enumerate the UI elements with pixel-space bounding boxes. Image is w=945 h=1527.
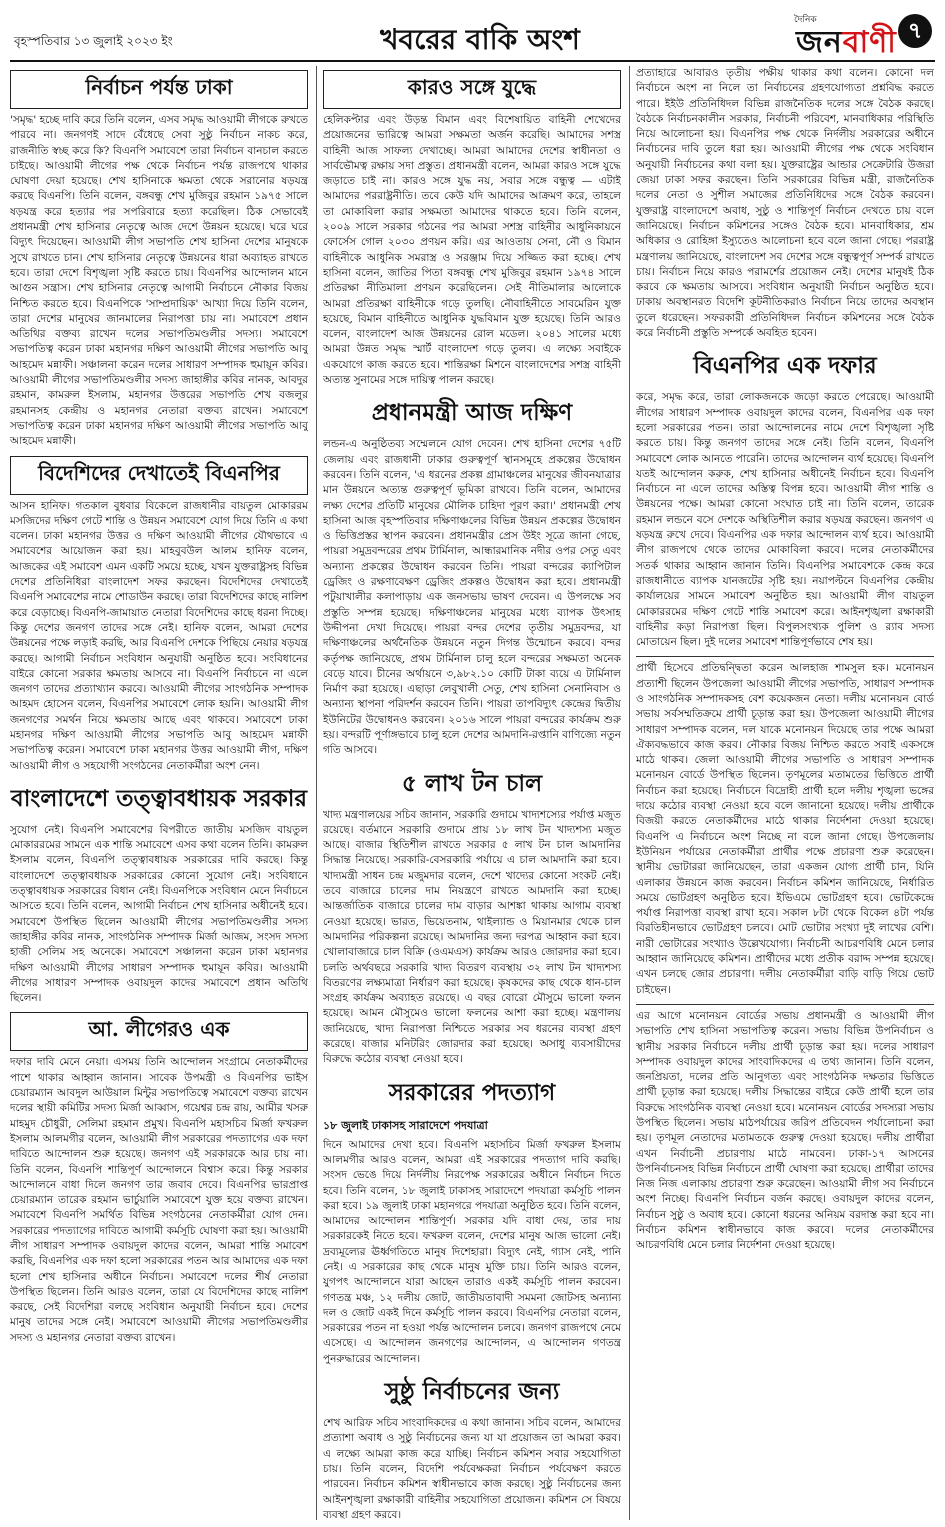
newspaper-logo [790,12,938,60]
article-al-one-point [10,1012,308,1346]
article-foreigners-bnp [10,456,308,774]
article-caretaker-govt [10,780,308,1007]
article-headline: কারও সঙ্গে যুদ্ধে [323,70,621,109]
divider [636,656,934,657]
article-pm-south [323,394,621,758]
article-body: দফার দাবি মেনে নেয়া। এসময় তিনি আন্দোলন সংগ্রামে নেতাকর্মীদের পাশে থাকার আহ্বান জানান। সাবেক উপমন্ত্রী ও বিএনপির ভাইস চেয়ারম্যান আবদুল আউয়াল মিন্টুর সভাপতিত্বে সমাবেশে বক্তব্য রাখেন দলের স্থায়ী কমিটির সদস্য মির্জা আব্বাস, গয়েশ্বর চন্দ্র রায়, আমীর খসরু মাহমুদ চৌধুরী, সেলিমা রহমান প্রমুখ। বিএনপি মহাসচিব মির্জা ফখরুল ইসলাম আলমগীর বলেন, আওয়ামী লীগ সরকারের পদত্যাগের এক দফা দাবিতে আন্দোলন শুরু হয়েছে। জনগণ এই সরকারকে আর চায় না। তিনি বলেন, বিএনপি শান্তিপূর্ণ আন্দোলনে বিশ্বাস করে। কিন্তু সরকার আন্দোলনে বাধা দিলে জনগণ তার জবাব দেবে। বিএনপির ভারপ্রাপ্ত চেয়ারম্যান তারেক রহমান ভার্চুয়ালি সমাবেশে যুক্ত হয়ে বক্তব্য রাখেন। সমাবেশে বিএনপি সমর্থিত বিভিন্ন সংগঠনের নেতাকর্মীরা যোগ দেন। সরকারের পদত্যাগের দাবিতে আগামী কর্মসূচি ঘোষণা করা হয়। আওয়ামী লীগ সাধারণ সম্পাদক ওবায়দুল কাদের বলেন, আমরা শান্তি সমাবেশ করছি, বিএনপির এক দফা হলো সরকারের পতন আর আমাদের এক দফা হলো শেখ হাসিনার অধীনে নির্বাচন। সমাবেশে দলের শীর্ষ নেতারা উপস্থিত ছিলেন। তিনি আরও বলেন, তারা যে বিদেশিদের কাছে নালিশ করছে, সেই বিদেশিরা বলছে সংবিধান অনুযায়ী নির্বাচন হবে। দেশের মানুষ তাদের সঙ্গে নেই। সমাবেশে আওয়ামী লীগের সভাপতিমণ্ডলীর সদস্য ও মহানগর নেতারা বক্তব্য রাখেন। [10,1056,308,1344]
brand-name-part2: বাণী [842,25,897,60]
article-body: হেলিকপ্টার এবং উড়ন্ত বিমান এবং বিশেষায়িত বাহিনী শেখেদের প্রয়োজনের ভারিত্বে আমরা সক্ষমতা অর্জন করেছি। আমাদের সশস্ত্র বাহিনী আজ সাফল্য দেখাচ্ছে। আমরা আমাদের দেশের স্বাধীনতা ও সার্বভৌমত্ব রক্ষায় সদা প্রস্তুত। প্রধানমন্ত্রী বলেন, আমরা কারও সঙ্গে যুদ্ধে জড়াতে চাই না। কারও সঙ্গে যুদ্ধ নয়, সবার সঙ্গে বন্ধুত্ব — এটাই আমাদের পররাষ্ট্রনীতি। তবে কেউ যদি আমাদের আক্রমণ করে, তাহলে তা মোকাবিলা করার সক্ষমতা আমাদের থাকতে হবে। তিনি বলেন, ২০০৯ সালে সরকার গঠনের পর আমরা সশস্ত্র বাহিনীর আধুনিকায়নে ফোর্সেস গোল ২০৩০ প্রণয়ন করি। এর আওতায় সেনা, নৌ ও বিমান বাহিনীকে আধুনিক সমরাস্ত্র ও সরঞ্জাম দিয়ে সজ্জিত করা হচ্ছে। শেখ হাসিনা বলেন, জাতির পিতা বঙ্গবন্ধু শেখ মুজিবুর রহমান ১৯৭৪ সালে প্রতিরক্ষা নীতিমালা প্রণয়ন করেছিলেন। সেই নীতিমালার আলোকে আমরা প্রতিরক্ষা বাহিনীকে গড়ে তুলছি। নৌবাহিনীতে সাবমেরিন যুক্ত হয়েছে, বিমান বাহিনীতে আধুনিক যুদ্ধবিমান যুক্ত হয়েছে। তিনি আরও বলেন, বাংলাদেশ আজ উন্নয়নের রোল মডেল। ২০৪১ সালের মধ্যে আমরা উন্নত সমৃদ্ধ স্মার্ট বাংলাদেশ গড়ে তুলব। এ লক্ষ্যে সবাইকে একযোগে কাজ করতে হবে। শান্তিরক্ষা মিশনে বাংলাদেশের সশস্ত্র বাহিনী অত্যন্ত সুনামের সঙ্গে দায়িত্ব পালন করছে। [323,114,621,387]
column-divider [629,66,630,1520]
article-headline: নির্বাচন পর্যন্ত ঢাকা [10,70,308,109]
article-headline: বিএনপির এক দফার [693,352,877,380]
column-3 [636,66,934,1520]
article-no-war [323,70,621,388]
column-1 [10,66,308,1520]
article-headline: সুষ্ঠু নির্বাচনের জন্য [384,1378,560,1406]
page-number-badge: ৭ [898,14,932,48]
article-body: শেখ আরিফ সচিব সাংবাদিকদের এ কথা জানান। সচিব বলেন, আমাদের প্রত্যাশা অবাধ ও সুষ্ঠু নির্বাচনের জন্য যা যা প্রয়োজন তা আমরা করব। এ লক্ষ্যে আমরা কাজ করে যাচ্ছি। নির্বাচন কমিশন সবার সহযোগিতা চায়। তিনি বলেন, বিদেশি পর্যবেক্ষকরা নির্বাচন পর্যবেক্ষণ করতে পারবেন। নির্বাচন কমিশন স্বাধীনভাবে কাজ করছে। সুষ্ঠু নির্বাচনের জন্য আইনশৃঙ্খলা রক্ষাকারী বাহিনীর সহযোগিতা প্রয়োজন। কমিশন সে বিষয়ে ব্যবস্থা গ্রহণ করবে। [323,1417,621,1520]
article-headline: বাংলাদেশে তত্ত্বাবধায়ক সরকার [10,784,308,812]
issue-date: বৃহস্পতিবার ১৩ জুলাই ২০২৩ ইং [14,34,173,48]
article-body: এর আগে মনোনয়ন বোর্ডের সভায় প্রধানমন্ত্রী ও আওয়ামী লীগ সভাপতি শেখ হাসিনা সভাপতিত্ব করেন। সভায় বিভিন্ন উপনির্বাচন ও স্থানীয় সরকার নির্বাচনে দলীয় প্রার্থী চূড়ান্ত করা হয়। দলের সাধারণ সম্পাদক ওবায়দুল কাদের সাংবাদিকদের এ তথ্য জানান। তিনি বলেন, জনপ্রিয়তা, দলের প্রতি আনুগত্য এবং সাংগঠনিক দক্ষতার ভিত্তিতে প্রার্থী চূড়ান্ত করা হয়েছে। দলীয় সিদ্ধান্তের বাইরে কেউ প্রার্থী হলে তার বিরুদ্ধে সাংগঠনিক ব্যবস্থা নেওয়া হবে। মনোনয়ন বোর্ডের সদস্যরা সভায় উপস্থিত ছিলেন। সভায় মাঠপর্যায়ের জরিপ প্রতিবেদন পর্যালোচনা করা হয়। তৃণমূল নেতাদের মতামতকে গুরুত্ব দেওয়া হয়েছে। দলীয় প্রার্থীরা এখন নির্বাচনী প্রচারণায় মাঠে নামবেন। ঢাকা-১৭ আসনের উপনির্বাচনসহ বিভিন্ন নির্বাচনে প্রার্থী ঘোষণা করা হয়েছে। প্রার্থীরা তাদের নিজ নিজ এলাকায় প্রচারণা শুরু করেছেন। আওয়ামী লীগ সব নির্বাচনে অংশ নিচ্ছে। বিএনপি নির্বাচন বর্জন করছে। ওবায়দুল কাদের বলেন, নির্বাচন সুষ্ঠু ও অবাধ হবে। কোনো ধরনের অনিয়ম বরদাস্ত করা হবে না। নির্বাচন কমিশন স্বাধীনভাবে কাজ করবে। দলের নেতাকর্মীদের আচরণবিধি মেনে চলার নির্দেশনা দেওয়া হয়েছে। [636,1009,934,1252]
article-bnp-one-point [636,347,934,650]
article-body: সুযোগ নেই। বিএনপি সমাবেশের বিপরীতে জাতীয় মসজিদ বায়তুল মোকাররমের সামনে এক শান্তি সমাবেশে এসব কথা বলেন তিনি। কামরুল ইসলাম বলেন, বিএনপি তত্ত্বাবধায়ক সরকারের দাবি করছে। কিন্তু বাংলাদেশে তত্ত্বাবধায়ক সরকারের কোনো সুযোগ নেই। সংবিধানে তত্ত্বাবধায়ক সরকারের বিধান নেই। বিএনপিকে সংবিধান মেনে নির্বাচনে আসতে হবে। তিনি বলেন, আগামী নির্বাচন শেখ হাসিনার অধীনেই হবে। সমাবেশে উপস্থিত ছিলেন আওয়ামী লীগের সভাপতিমণ্ডলীর সদস্য জাহাঙ্গীর কবির নানক, সাংগঠনিক সম্পাদক মির্জা আজম, সংসদ সদস্য হাজী সেলিম সহ অনেকে। সমাবেশে সঞ্চালনা করেন ঢাকা মহানগর দক্ষিণ আওয়ামী লীগের সাধারণ সম্পাদক হুমায়ূন কবির। আওয়ামী লীগের সাধারণ সম্পাদক ওবায়দুল কাদের সমাবেশে প্রধান অতিথি ছিলেন। [10,823,308,1005]
article-headline: আ. লীগেরও এক [10,1012,308,1051]
article-headline: ৫ লাখ টন চাল [401,769,543,797]
column-2 [323,66,621,1520]
article-fair-election [323,1373,621,1520]
article-body: করে, সমৃদ্ধ করে, তারা লোকজনকে জড়ো করতে পেরেছে। আওয়ামী লীগের সাধারণ সম্পাদক ওবায়দুল কাদের বলেন, বিএনপির এক দফা হলো সরকারের পতন। তারা আন্দোলনের নামে দেশে বিশৃঙ্খলা সৃষ্টি করতে চায়। কিন্তু জনগণ তাদের সঙ্গে নেই। তিনি বলেন, বিএনপি সমাবেশে লোক আনতে পারেনি। তাদের আন্দোলন ব্যর্থ হয়েছে। বিএনপি যতই আন্দোলন করুক, শেখ হাসিনার অধীনেই নির্বাচন হবে। বিএনপি নির্বাচনে না এলে তাদের অস্তিত্ব বিপন্ন হবে। আওয়ামী লীগ শান্তি ও উন্নয়নের পক্ষে। আমরা কোনো সংঘাত চাই না। তিনি বলেন, তারেক রহমান লন্ডনে বসে দেশকে অস্থিতিশীল করার ষড়যন্ত্র করছেন। জনগণ এ ষড়যন্ত্র রুখে দেবে। বিএনপির এক দফার আন্দোলন ব্যর্থ হবে। আওয়ামী লীগ রাজপথে থেকে তাদের মোকাবিলা করবে। দলের নেতাকর্মীদের সতর্ক থাকার আহ্বান জানান তিনি। বিএনপির সমাবেশকে কেন্দ্র করে রাজধানীতে ব্যাপক যানজটের সৃষ্টি হয়। নয়াপল্টনে বিএনপির কেন্দ্রীয় কার্যালয়ের সামনে সমাবেশ অনুষ্ঠিত হয়। আওয়ামী লীগ বায়তুল মোকাররমের দক্ষিণ গেটে শান্তি সমাবেশ করে। আইনশৃঙ্খলা রক্ষাকারী বাহিনীর কড়া নিরাপত্তা ছিল। বিপুলসংখ্যক পুলিশ ও র‌্যাব সদস্য মোতায়েন ছিল। দুই দলের সমাবেশ শান্তিপূর্ণভাবে শেষ হয়। [636,391,934,649]
section-title: খবরের বাকি অংশ [380,23,580,56]
article-rice-import [323,765,621,1068]
article-headline: বিদেশিদের দেখাতেই বিএনপির [10,456,308,495]
brand-prefix: দৈনিক [794,15,817,25]
article-headline: প্রধানমন্ত্রী আজ দক্ষিণ [371,399,573,427]
article-body: লন্ডন-এ অনুষ্ঠিতব্য সম্মেলনে যোগ দেবেন। শেখ হাসিনা দেশের ৭৫টি জেলায় এবং রাজধানী ঢাকার গুরুত্বপূর্ণ স্থানসমূহে প্রকল্পের উদ্বোধন করবেন। তিনি বলেন, 'এ ধরনের প্রকল্প গ্রামাঞ্চলের মানুষের জীবনযাত্রার মান উন্নয়নে অত্যন্ত গুরুত্বপূর্ণ ভূমিকা রাখবে। তিনি বলেন, আমাদের লক্ষ্য দেশের প্রতিটি মানুষের মৌলিক চাহিদা পূরণ করা।' প্রধানমন্ত্রী শেখ হাসিনা আজ বৃহস্পতিবার দক্ষিণাঞ্চলের বিভিন্ন উন্নয়ন প্রকল্পের উদ্বোধন ও ভিত্তিপ্রস্তর স্থাপন করবেন। প্রধানমন্ত্রীর প্রেস উইং সূত্রে জানা গেছে, পায়রা সমুদ্রবন্দরের প্রথম টার্মিনাল, আন্ধারমানিক নদীর ওপর সেতু এবং অন্যান্য প্রকল্পের উদ্বোধন করবেন তিনি। পায়রা বন্দরের ক্যাপিটাল ড্রেজিং ও রক্ষণাবেক্ষণ ড্রেজিং প্রকল্পও উদ্বোধন করা হবে। প্রধানমন্ত্রী পটুয়াখালীর কলাপাড়ায় এক জনসভায় ভাষণ দেবেন। এ উপলক্ষে সব প্রস্তুতি সম্পন্ন হয়েছে। দক্ষিণাঞ্চলের মানুষের মধ্যে ব্যাপক উৎসাহ উদ্দীপনা দেখা দিয়েছে। পায়রা বন্দর দেশের তৃতীয় সমুদ্রবন্দর, যা দক্ষিণাঞ্চলের অর্থনৈতিক উন্নয়নে নতুন দিগন্ত উন্মোচন করবে। বন্দর কর্তৃপক্ষ জানিয়েছে, প্রথম টার্মিনাল চালু হলে বন্দরের সক্ষমতা অনেক বেড়ে যাবে। চীনের অর্থায়নে ৩,৯৮২.১০ কোটি টাকা ব্যয়ে এ টার্মিনাল নির্মাণ করা হয়েছে। এছাড়া লেবুখালী সেতু, শেখ হাসিনা সেনানিবাস ও অন্যান্য স্থাপনা পরিদর্শন করবেন তিনি। পায়রা তাপবিদ্যুৎ কেন্দ্রের দ্বিতীয় ইউনিটের উদ্বোধনও করবেন। ২০১৬ সালে পায়রা বন্দরের কার্যক্রম শুরু হয়। বন্দরটি পূর্ণাঙ্গভাবে চালু হলে দেশের আমদানি-রপ্তানি বাণিজ্যে নতুন গতি আসবে। [323,438,621,757]
masthead-rule [10,60,935,62]
article-continued-middle [636,661,934,998]
article-continued-bottom [636,1009,934,1254]
article-headline: সরকারের পদত্যাগ [388,1078,556,1106]
article-body: প্রত্যাহারে আবারও তৃতীয় পক্ষীয় থাকার কথা বলেন। কোনো দল নির্বাচনে অংশ না নিলে তা নির্বাচনের গ্রহণযোগ্যতা প্রশ্নবিদ্ধ করতে পারে। ইইউ প্রতিনিধিদল বিভিন্ন রাজনৈতিক দলের সঙ্গে বৈঠক করছে। বৈঠকে নির্বাচনকালীন সরকার, নির্বাচনী পরিবেশ, মানবাধিকার পরিস্থিতি নিয়ে আলোচনা হয়। বিএনপির পক্ষ থেকে নির্দলীয় সরকারের অধীনে নির্বাচনের দাবি তুলে ধরা হয়। আওয়ামী লীগের পক্ষ থেকে সংবিধান অনুযায়ী নির্বাচনের কথা বলা হয়। যুক্তরাষ্ট্রের আন্ডার সেক্রেটারি উজরা জেয়া ঢাকা সফর করছেন। তিনি সরকারের বিভিন্ন মন্ত্রী, রাজনৈতিক দলের নেতা ও সুশীল সমাজের প্রতিনিধিদের সঙ্গে বৈঠক করবেন। যুক্তরাষ্ট্র বাংলাদেশে অবাধ, সুষ্ঠু ও শান্তিপূর্ণ নির্বাচন দেখতে চায় বলে জানিয়েছে। নির্বাচন কমিশনের সঙ্গেও বৈঠক হবে। মানবাধিকার, শ্রম অধিকার ও রোহিঙ্গা ইস্যুতেও আলোচনা হবে বলে জানা গেছে। পররাষ্ট্র মন্ত্রণালয় জানিয়েছে, বাংলাদেশ সব দেশের সঙ্গে বন্ধুত্বপূর্ণ সম্পর্ক রাখতে চায়। নির্বাচন নিয়ে কারও পরামর্শের প্রয়োজন নেই। দেশের মানুষই ঠিক করবে কে ক্ষমতায় আসবে। সংবিধান অনুযায়ী নির্বাচন অনুষ্ঠিত হবে। ঢাকায় অবস্থানরত বিদেশি কূটনীতিকরাও নির্বাচন নিয়ে তাদের অবস্থান তুলে ধরেছেন। সফরকারী প্রতিনিধিদল নির্বাচন কমিশনের সঙ্গে বৈঠক করে নির্বাচনী প্রস্তুতি সম্পর্কে অবহিত হবেন। [636,67,934,340]
article-body: খাদ্য মন্ত্রণালয়ের সচিব জানান, সরকারি গুদামে খাদ্যশস্যের পর্যাপ্ত মজুত রয়েছে। বর্তমানে সরকারি গুদামে প্রায় ১৮ লাখ টন খাদ্যশস্য মজুত আছে। বাজার স্থিতিশীল রাখতে সরকার ৫ লাখ টন চাল আমদানির সিদ্ধান্ত নিয়েছে। সরকারি-বেসরকারি পর্যায়ে এ চাল আমদানি করা হবে। খাদ্যমন্ত্রী সাধন চন্দ্র মজুমদার বলেন, দেশে খাদ্যের কোনো সংকট নেই। তবে বাজারে চালের দাম নিয়ন্ত্রণে রাখতে আমদানি করা হচ্ছে। আন্তর্জাতিক বাজারে চালের দাম বাড়ার আশঙ্কা থাকায় আগাম ব্যবস্থা নেওয়া হয়েছে। ভারত, ভিয়েতনাম, থাইল্যান্ড ও মিয়ানমার থেকে চাল আমদানির পরিকল্পনা রয়েছে। আমদানির জন্য দরপত্র আহ্বান করা হবে। খোলাবাজারে চাল বিক্রি (ওএমএস) কার্যক্রম আরও জোরদার করা হবে। চলতি অর্থবছরে সরকারি খাদ্য বিতরণ ব্যবস্থায় ৩২ লাখ টন খাদ্যশস্য বিতরণের লক্ষ্যমাত্রা নির্ধারণ করা হয়েছে। কৃষকদের কাছ থেকে ধান-চাল সংগ্রহ কার্যক্রম অব্যাহত রয়েছে। এ বছর বোরো মৌসুমে ভালো ফলন হয়েছে। আমন মৌসুমেও ভালো ফলনের আশা করা হচ্ছে। মন্ত্রণালয় জানিয়েছে, খাদ্য নিরাপত্তা নিশ্চিতে সরকার সব ধরনের ব্যবস্থা গ্রহণ করেছে। বাজার মনিটরিং জোরদার করা হয়েছে। অসাধু ব্যবসায়ীদের বিরুদ্ধে কঠোর ব্যবস্থা নেওয়া হবে। [323,808,621,1066]
article-body: দিনে আমাদের দেখা হবে। বিএনপি মহাসচিব মির্জা ফখরুল ইসলাম আলমগীর আরও বলেন, আমরা এই সরকারের পদত্যাগ দাবি করছি। সংসদ ভেঙে দিয়ে নির্দলীয় নিরপেক্ষ সরকারের অধীনে নির্বাচন দিতে হবে। তিনি বলেন, ১৮ জুলাই ঢাকাসহ সারাদেশে পদযাত্রা কর্মসূচি পালন করা হবে। ১৯ জুলাই ঢাকা মহানগরে পদযাত্রা অনুষ্ঠিত হবে। তিনি বলেন, আমাদের আন্দোলন শান্তিপূর্ণ। সরকার যদি বাধা দেয়, তার দায় সরকারকেই নিতে হবে। ফখরুল বলেন, দেশের মানুষ আজ ভালো নেই। দ্রব্যমূল্যের ঊর্ধ্বগতিতে মানুষ দিশেহারা। বিদ্যুৎ নেই, গ্যাস নেই, পানি নেই। এ সরকারের কাছ থেকে মানুষ মুক্তি চায়। তিনি আরও বলেন, যুগপৎ আন্দোলনে যারা আছেন তারাও একই কর্মসূচি পালন করবেন। গণতন্ত্র মঞ্চ, ১২ দলীয় জোট, জাতীয়তাবাদী সমমনা জোটসহ অন্যান্য দল ও জোট একই দিনে কর্মসূচি পালন করবে। বিএনপির নেতারা বলেন, সরকারের পতন না হওয়া পর্যন্ত আন্দোলন চলবে। জনগণ রাজপথে নেমে এসেছে। এ আন্দোলন জনগণের আন্দোলন, এ আন্দোলন গণতন্ত্র পুনরুদ্ধারের আন্দোলন। [323,1138,621,1365]
article-body: প্রার্থী হিসেবে প্রতিদ্বন্দ্বিতা করেন আলহাজ শামসুল হক। মনোনয়ন প্রত্যাশী ছিলেন উপজেলা আওয়ামী লীগের সভাপতি, সাধারণ সম্পাদক ও সাংগঠনিক সম্পাদকসহ বেশ কয়েকজন নেতা। দলীয় মনোনয়ন বোর্ড সভায় সর্বসম্মতিক্রমে প্রার্থী চূড়ান্ত করা হয়। উপজেলা আওয়ামী লীগের সাধারণ সম্পাদক বলেন, দল যাকে মনোনয়ন দিয়েছে তার পক্ষে আমরা ঐক্যবদ্ধভাবে কাজ করব। নৌকার বিজয় নিশ্চিত করতে সবাই একসঙ্গে মাঠে থাকব। জেলা আওয়ামী লীগের সভাপতি ও সাধারণ সম্পাদক মনোনয়ন বোর্ডে উপস্থিত ছিলেন। তৃণমূলের মতামতের ভিত্তিতে প্রার্থী নির্বাচন করা হয়েছে। নির্বাচনে বিদ্রোহী প্রার্থী হলে দলীয় শৃঙ্খলা ভঙ্গের দায়ে কঠোর ব্যবস্থা নেওয়া হবে বলে জানানো হয়েছে। দলীয় প্রার্থীকে বিজয়ী করতে নেতাকর্মীদের মাঠে থাকার নির্দেশনা দেওয়া হয়েছে। বিএনপি এ নির্বাচনে অংশ নিচ্ছে না বলে জানা গেছে। উপজেলায় ইউনিয়ন পর্যায়ের নেতাকর্মীরা প্রার্থীর পক্ষে প্রচারণা শুরু করেছেন। স্থানীয় ভোটাররা জানিয়েছেন, তারা একজন যোগ্য প্রার্থী চান, যিনি এলাকার উন্নয়নে কাজ করবেন। নির্বাচন কমিশন জানিয়েছে, নির্ধারিত সময়ে ভোটগ্রহণ অনুষ্ঠিত হবে। ইভিএমে ভোটগ্রহণ হবে। ভোটকেন্দ্রে পর্যাপ্ত নিরাপত্তা ব্যবস্থা রাখা হবে। সকাল ৮টা থেকে বিকেল ৪টা পর্যন্ত বিরতিহীনভাবে ভোটগ্রহণ চলবে। মোট ভোটার সংখ্যা দুই লাখের বেশি। নারী ভোটারের সংখ্যাও উল্লেখযোগ্য। নির্বাচনী আচরণবিধি মেনে চলার আহ্বান জানিয়েছে কমিশন। প্রার্থীদের মধ্যে প্রতীক বরাদ্দ সম্পন্ন হয়েছে। এখন চলছে জোর প্রচারণা। দলীয় নেতাকর্মীরা বাড়ি বাড়ি গিয়ে ভোট চাইছেন। [636,662,934,996]
masthead [0,0,945,60]
brand-name-part1: জন [796,25,843,60]
article-subhead: ১৮ জুলাই ঢাকাসহ সারাদেশে পদযাত্রা [323,1118,488,1132]
article-body: 'সমৃদ্ধ' হচ্ছে দাবি করে তিনি বলেন, এসব সমৃদ্ধ আওয়ামী লীগকে রুখতে পারবে না। জনগণই সাদে বেঁধেছে সেবা সুষ্ঠু নির্বাচন নাকচ করে, রাজনীতি স্বচ্ছ করে কি? বিএনপি সমাবেশে তারা নির্বাচন বানচাল করতে চাইছে। আওয়ামী লীগের পক্ষ থেকে নির্বাচন পর্যন্ত রাজপথে থাকার ঘোষণা দেয়া হয়েছে। শেখ হাসিনাকে ক্ষমতা থেকে সরানোর ষড়যন্ত্র করছে বিএনপি। তিনি বলেন, বঙ্গবন্ধু শেখ মুজিবুর রহমান ১৯৭৫ সালে ষড়যন্ত্র করে হত্যার পর সপরিবারে হত্যা করেছিল। ঠিক সেভাবেই প্রধানমন্ত্রী শেখ হাসিনার নেতৃত্বে আজ দেশে উন্নয়ন হয়েছে। ঘরে ঘরে বিদ্যুৎ দিয়েছেন। আওয়ামী লীগ সভাপতি শেখ হাসিনা দেশের মানুষকে সুখে রাখতে চান। শেখ হাসিনার নেতৃত্বে উন্নয়নের ধারা অব্যাহত রাখতে হবে। তারা দেশে বিশৃঙ্খলা সৃষ্টি করতে চায়। বিএনপির আন্দোলন মানে আগুন সন্ত্রাস। শেখ হাসিনার নেতৃত্বে আগামী নির্বাচনে নৌকার বিজয় নিশ্চিত করতে হবে। বিএনপিকে 'সাম্প্রদায়িক' আখ্যা দিয়ে তিনি বলেন, তারা দেশের মানুষের জানমালের নিরাপত্তা চায় না। সমাবেশে প্রধান অতিথির বক্তব্য রাখেন দলের সভাপতিমণ্ডলীর সদস্য। সমাবেশে সভাপতিত্ব করেন ঢাকা মহানগর দক্ষিণ আওয়ামী লীগের সভাপতি আবু আহমেদ মন্নাফী। সঞ্চালনা করেন দলের সাধারণ সম্পাদক হুমায়ূন কবির। আওয়ামী লীগের সভাপতিমণ্ডলীর সদস্য জাহাঙ্গীর কবির নানক, আবদুর রহমান, কামরুল ইসলাম, মহানগর উত্তরের সভাপতি শেখ বজলুর রহমানসহ কেন্দ্রীয় ও মহানগর নেতারা বক্তব্য রাখেন। সমাবেশে সভাপতিত্ব করেন ঢাকা মহানগর দক্ষিণ আওয়ামী লীগের সভাপতি আবু আহমেদ মন্নাফী। [10,114,308,448]
divider [636,1004,934,1005]
article-election-dhaka [10,70,308,450]
article-govt-resign [323,1074,621,1367]
column-divider [316,66,317,1520]
article-continued-top [636,66,934,341]
article-body: আসন হানিফ। গতকাল বুধবার বিকেলে রাজধানীর বায়তুল মোকাররম মসজিদের দক্ষিণ গেটে শান্তি ও উন্নয়ন সমাবেশে যোগ দিয়ে তিনি এ কথা বলেন। ঢাকা মহানগর উত্তর ও দক্ষিণ আওয়ামী লীগের যৌথভাবে এ সমাবেশের আয়োজন করা হয়। মাহবুবউল আলম হানিফ বলেন, আজকের এই সমাবেশ এমন একটি সময়ে হচ্ছে, যখন যুক্তরাষ্ট্রসহ বিভিন্ন দেশের প্রতিনিধিরা বাংলাদেশ সফর করছেন। বিদেশিদের দেখাতেই বিএনপি সমাবেশের নামে শোডাউন করছে। তারা বিদেশিদের কাছে নালিশ করে বেড়াচ্ছে। বিএনপি-জামায়াত নেতারা বিদেশিদের কাছে ধরনা দিচ্ছে। কিন্তু দেশের জনগণ তাদের সঙ্গে নেই। হানিফ বলেন, আমরা দেশের উন্নয়নের পক্ষে লড়াই করছি, আর বিএনপি দেশকে পিছিয়ে নেয়ার ষড়যন্ত্র করছে। আগামী নির্বাচন সংবিধান অনুযায়ী অনুষ্ঠিত হবে। সংবিধানের বাইরে কোনো সরকার ক্ষমতায় আসবে না। বিএনপি নির্বাচনে না এলে জনগণ তাদের প্রত্যাখ্যান করবে। আওয়ামী লীগের সাংগঠনিক সম্পাদক আহমদ হোসেন বলেন, বিএনপির সমাবেশে লোক হয়নি। আওয়ামী লীগ জনগণের সমর্থন নিয়ে ক্ষমতায় আছে এবং থাকবে। সমাবেশে ঢাকা মহানগর দক্ষিণ আওয়ামী লীগের সভাপতি আবু আহমেদ মন্নাফী সভাপতিত্ব করেন। সমাবেশে ঢাকা মহানগর উত্তর আওয়ামী লীগ, দক্ষিণ আওয়ামী লীগ ও সহযোগী সংগঠনের নেতাকর্মীরা অংশ নেন। [10,499,308,772]
